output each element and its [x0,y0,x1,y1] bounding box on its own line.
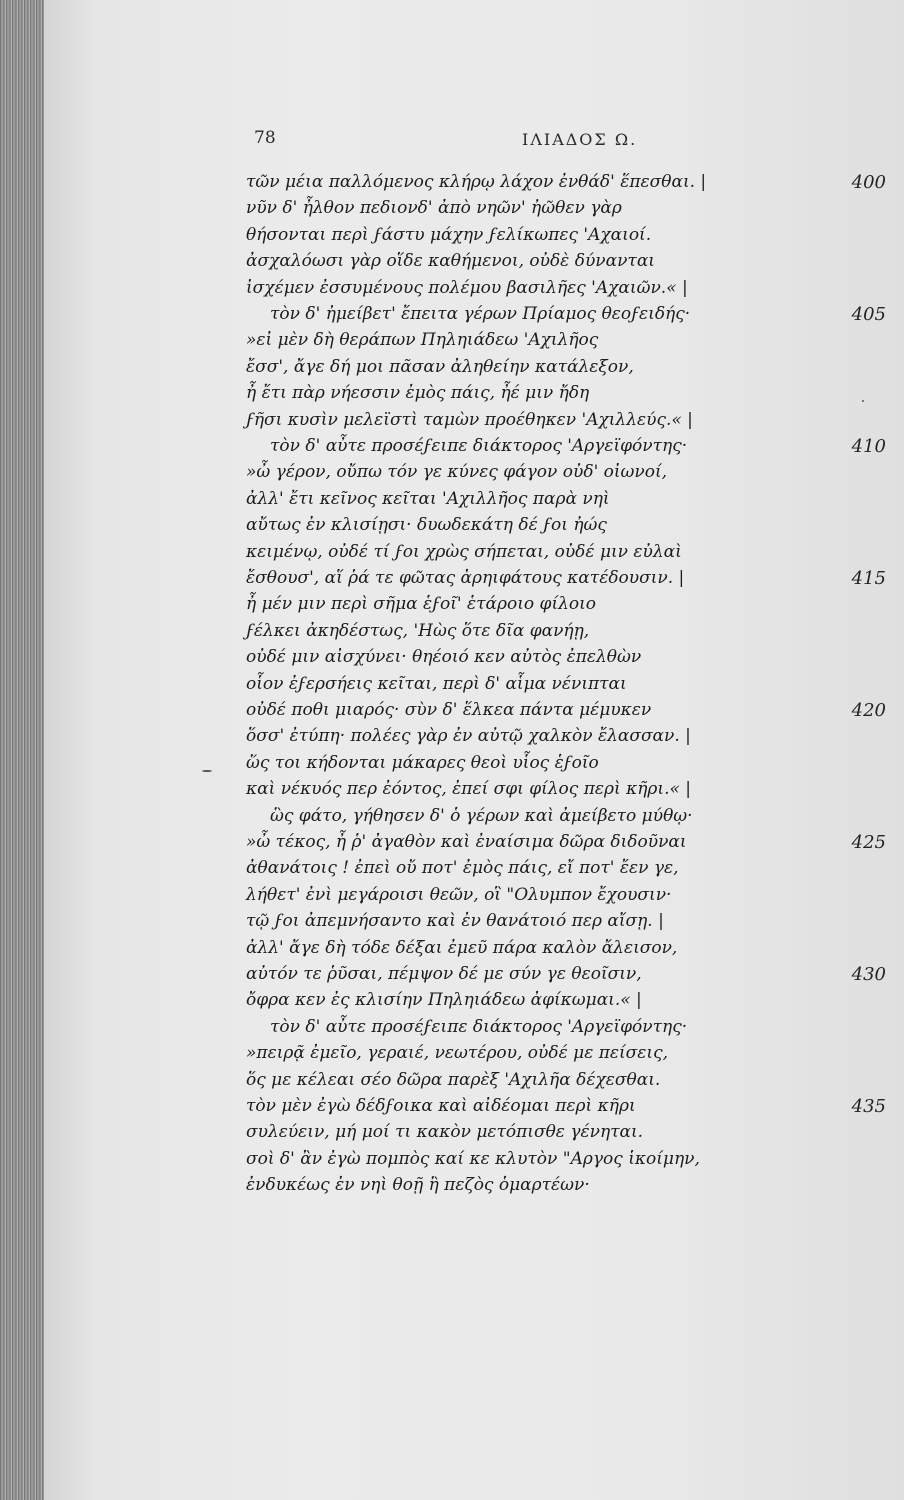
verse-text: τὸν δ' ἠμείβετ' ἔπειτα γέρων Πρίαμος θεοϝειδής· [270,304,691,324]
verse-line [0,1070,904,1094]
verse-text: τὸν μὲν ἐγὼ δέδϝοικα καὶ αἰδέομαι περὶ κῆρι [246,1096,636,1116]
verse-text: ἀλλ' ἄγε δὴ τόδε δέξαι ἐμεῦ πάρα καλὸν ἄλεισον, [246,937,678,958]
verse-line [0,304,904,328]
verse-line [0,410,904,434]
verse-line [0,330,904,354]
verse-line [0,911,904,935]
page-number: 78 [254,128,276,148]
verse-line [0,225,904,249]
verse-text: ἔσσ', ἄγε δή μοι πᾶσαν ἀληθείην κατάλεξον, [246,356,634,377]
verse-line [0,251,904,275]
verse-line [0,436,904,460]
running-title: ΙΛΙΑΔΟΣ Ω. [522,130,638,149]
verse-line [0,806,904,830]
line-number: 430 [851,964,886,985]
verse-text: »εἰ μὲν δὴ θεράπων Πηληιάδεω 'Αχιλῆος [246,330,599,351]
line-number: 405 [851,304,886,325]
verse-line [0,594,904,618]
verse-text: ὄφρα κεν ἐς κλισίην Πηληιάδεω ἀφίκωμαι.« | [246,990,642,1011]
verse-line [0,568,904,592]
verse-line [0,1096,904,1120]
verse-text: νῦν δ' ἦλθον πεδιονδ' ἀπὸ νηῶν' ἠῶθεν γὰρ [246,198,622,219]
ink-speck [202,770,212,772]
verse-line [0,542,904,566]
verse-line [0,674,904,698]
verse-text: αὔτως ἐν κλισίῃσι· δυωδεκάτη δέ ϝοι ἠώς [246,515,607,536]
line-number: 410 [851,436,886,457]
verse-line [0,938,904,962]
line-number: 425 [851,832,886,853]
verse-line [0,1175,904,1199]
line-number: 435 [851,1096,886,1117]
verse-line [0,515,904,539]
verse-text: »ὦ γέρον, οὔπω τόν γε κύνες φάγον οὐδ' οἰωνοί, [246,462,668,483]
verse-line [0,700,904,724]
verse-line [0,357,904,381]
verse-line [0,832,904,856]
verse-text: οὐδέ μιν αἰσχύνει· θηέοιό κεν αὐτὸς ἐπελθὼν [246,647,642,668]
verse-text: ἦ ἔτι πὰρ νήεσσιν ἐμὸς πάις, ἦέ μιν ἤδη [246,383,590,404]
verse-line [0,990,904,1014]
verse-text: ἦ μέν μιν περὶ σῆμα ἑϝοῖ' ἑτάροιο φίλοιο [246,594,597,615]
verse-line [0,489,904,513]
verse-text: ἰσχέμεν ἐσσυμένους πολέμου βασιλῆες 'Αχαιῶν.« | [246,277,688,298]
verse-text: τὸν δ' αὖτε προσέϝειπε διάκτορος 'Αργεϊφόντης· [270,436,688,456]
verse-text: οὐδέ ποθι μιαρός· σὺν δ' ἕλκεα πάντα μέμυκεν [246,700,652,720]
verse-text: ἀσχαλόωσι γὰρ οἵδε καθήμενοι, οὐδὲ δύνανται [246,251,655,272]
verse-line [0,278,904,302]
verse-text: »ὦ τέκος, ἦ ῥ' ἀγαθὸν καὶ ἐναίσιμα δῶρα διδοῦναι [246,832,687,852]
verse-text: ἐνδυκέως ἐν νηὶ θοῇ ἢ πεζὸς ὁμαρτέων· [246,1175,590,1196]
verse-text: οἷον ἐϝερσήεις κεῖται, περὶ δ' αἷμα νένιπται [246,673,627,694]
verse-line [0,964,904,988]
verse-text: ἔσθουσ', αἵ ῥά τε φῶτας ἀρηιφάτους κατέδουσιν. | [246,568,685,588]
line-number: 415 [851,568,886,589]
verse-text: τῷ ϝοι ἀπεμνήσαντο καὶ ἐν θανάτοιό περ αἴσῃ. | [246,911,664,932]
verse-text: ἀλλ' ἔτι κεῖνος κεῖται 'Αχιλλῆος παρὰ νηὶ [246,488,610,509]
verse-line [0,1122,904,1146]
verse-text: ὥς τοι κήδονται μάκαρες θεοὶ υἷος ἑϝοῖο [246,752,599,773]
verse-text: σοὶ δ' ἂν ἐγὼ πομπὸς καί κε κλυτὸν "Αργος ἱκοίμην, [246,1148,700,1169]
verse-text: ὅς με κέλεαι σέο δῶρα παρὲξ 'Αχιλῆα δέχεσθαι. [246,1069,661,1090]
verse-text: ὅσσ' ἐτύπη· πολέες γὰρ ἐν αὐτῷ χαλκὸν ἔλασσαν. | [246,726,691,747]
verse-line [0,726,904,750]
verse-text: καὶ νέκυός περ ἐόντος, ἐπεί σφι φίλος περὶ κῆρι.« | [246,779,692,800]
verse-text: λήθετ' ἐνὶ μεγάροισι θεῶν, οἳ "Ολυμπον ἔχουσιν· [246,884,672,905]
verse-text: ϝῆσι κυσὶν μελεϊστὶ ταμὼν προέθηκεν 'Αχιλλεύς.« | [246,409,693,430]
verse-line [0,753,904,777]
verse-text: »πειρᾷ ἐμεῖο, γεραιέ, νεωτέρου, οὐδέ με πείσεις, [246,1043,668,1064]
verse-text: ὣς φάτο, γήθησεν δ' ὁ γέρων καὶ ἀμείβετο μύθῳ· [270,805,693,826]
verse-text: θήσονται περὶ ϝάστυ μάχην ϝελίκωπες 'Αχαιοί. [246,224,652,245]
verse-line [0,647,904,671]
verse-text: τῶν μέια παλλόμενος κλήρῳ λάχον ἐνθάδ' ἕπεσθαι. | [246,172,707,192]
verse-text: κειμένῳ, οὐδέ τί ϝοι χρὼς σήπεται, οὐδέ μιν εὐλαὶ [246,541,682,562]
verse-line [0,779,904,803]
verse-text: ἀθανάτοις ! ἐπεὶ οὔ ποτ' ἐμὸς πάις, εἴ ποτ' ἔεν γε, [246,858,679,879]
verse-line [0,383,904,407]
verse-text: τὸν δ' αὖτε προσέϝειπε διάκτορος 'Αργεϊφόντης· [270,1016,688,1037]
verse-text: ϝέλκει ἀκηδέστως, 'Ηὼς ὅτε δῖα φανήῃ, [246,620,590,641]
verse-line [0,172,904,196]
verse-line [0,858,904,882]
verse-line [0,1017,904,1041]
line-number: 420 [851,700,886,721]
verse-text: συλεύειν, μή μοί τι κακὸν μετόπισθε γένηται. [246,1122,644,1143]
verse-line [0,1043,904,1067]
verse-line [0,462,904,486]
verse-line [0,1149,904,1173]
ink-speck [862,400,864,402]
verse-line [0,621,904,645]
verse-line [0,885,904,909]
line-number: 400 [851,172,886,193]
verse-line [0,198,904,222]
verse-text: αὐτόν τε ῥῦσαι, πέμψον δέ με σύν γε θεοῖσιν, [246,964,642,984]
